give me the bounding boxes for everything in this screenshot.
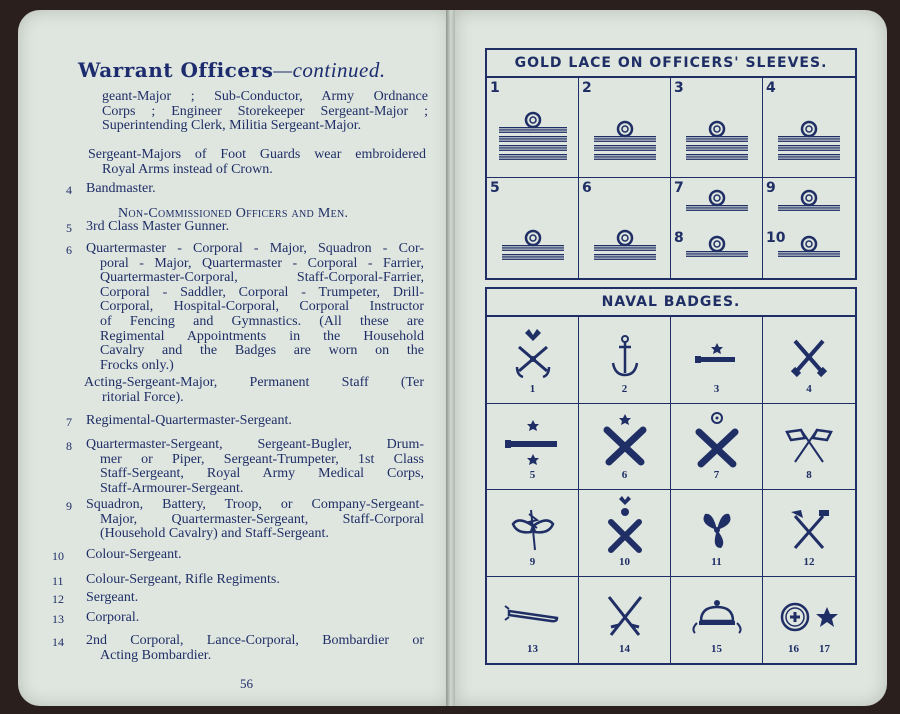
- entry-number: 11: [52, 574, 64, 588]
- badge-number: [579, 469, 670, 481]
- naval-badge-cell: [671, 404, 763, 491]
- gold-lace-stripes-icon: [684, 234, 750, 263]
- badge-number: [671, 556, 762, 568]
- crowned-crossed-torpedoes-icon: [585, 496, 665, 560]
- cell-number: 8: [674, 230, 684, 246]
- entry-text-line: Quartermaster-Sergeant, Sergeant-Bugler, Drum-: [86, 437, 424, 452]
- entry-text-line: 3rd Class Master Gunner.: [86, 219, 230, 234]
- torpedo-icon: [493, 583, 573, 647]
- entry-text-line: of Fencing and Gymnastics. (All these are: [100, 314, 424, 329]
- naval-badge-cell: [579, 577, 671, 664]
- entry-text-line: Major, Quartermaster-Sergeant, Staff-Corporal: [100, 511, 424, 527]
- naval-badge-cell: [671, 317, 763, 404]
- cell-number: 9: [766, 180, 776, 196]
- naval-badge-cell: [763, 404, 855, 491]
- entry-text-line: Corporal - Saddler, Corporal - Trumpeter, Drill-: [100, 284, 424, 300]
- entry-text-line: (Household Cavalry) and Staff-Sergeant.: [100, 526, 329, 542]
- gold-lace-stripes-icon: [776, 119, 842, 166]
- badge-number: [579, 556, 670, 568]
- entry-text-line: Regimental Appointments in the Household: [100, 328, 424, 344]
- badge-number: [487, 469, 578, 481]
- right-page: [455, 10, 887, 706]
- crossed-guns-star-icon: [585, 410, 665, 474]
- badge-number-label: 10: [619, 555, 630, 568]
- cell-number: 1: [490, 80, 500, 96]
- winged-bolt-icon: [493, 496, 573, 560]
- entry-text-line: Cavalry and the Badges are worn on the: [100, 343, 424, 359]
- entry-number: 9: [66, 499, 72, 513]
- badge-number: [671, 383, 762, 395]
- badge-number-label: 7: [713, 469, 720, 481]
- badge-number: [671, 643, 762, 655]
- propeller-icon: [677, 496, 757, 560]
- gold-lace-cell: [579, 178, 671, 278]
- red-cross-and-star-icon: [769, 583, 849, 647]
- entry-number: 8: [66, 439, 72, 453]
- entry-number: 10: [52, 549, 64, 563]
- badge-number-label: 13: [527, 643, 538, 655]
- gold-lace-title: GOLD LACE ON OFFICERS' SLEEVES.: [487, 50, 855, 78]
- gold-lace-stripes-icon: [684, 188, 750, 217]
- cell-number: 10: [766, 230, 786, 246]
- badge-number-label: 1: [529, 382, 536, 395]
- crowned-crossed-anchors-icon: [493, 323, 573, 387]
- badge-number-label: 16: [788, 643, 799, 655]
- gold-lace-cell: [763, 78, 855, 178]
- badge-number-label: 2: [621, 382, 628, 395]
- badge-number: [763, 556, 855, 568]
- entry-number: 7: [66, 415, 72, 429]
- entry-text-line: Quartermaster - Corporal - Major, Squadron - Cor-: [86, 241, 424, 256]
- crossed-swords-icon: [585, 583, 665, 647]
- badge-number: [671, 469, 762, 481]
- entry-text-line: Sergeant-Majors of Foot Guards wear embroidered: [88, 147, 426, 162]
- gold-lace-cell: [763, 178, 855, 278]
- crossed-rifles-icon: [769, 323, 849, 387]
- entry-text-line: mer or Piper, Sergeant-Trumpeter, 1st Class: [100, 451, 424, 467]
- badge-number: [579, 643, 670, 655]
- naval-badge-cell: [579, 490, 671, 577]
- badge-number: [487, 643, 578, 655]
- badge-number-label: 4: [806, 382, 812, 395]
- naval-badge-cell: [579, 317, 671, 404]
- naval-badge-cell: [763, 577, 855, 664]
- gold-lace-stripes-icon: [592, 119, 658, 166]
- entry-number: 12: [52, 592, 64, 606]
- entry-text-line: Superintending Clerk, Militia Sergeant-Major.: [102, 118, 362, 134]
- gold-lace-cell: [579, 78, 671, 178]
- naval-badges-title: NAVAL BADGES.: [487, 289, 855, 317]
- naval-badge-cell: [671, 577, 763, 664]
- badge-number-label: 8: [806, 469, 812, 481]
- entry-text-line: Acting-Sergeant-Major, Permanent Staff (Ter: [84, 375, 424, 390]
- badge-number: [763, 469, 855, 481]
- entry-text-line: Corporal.: [86, 610, 140, 625]
- crossed-guns-wheel-icon: [677, 410, 757, 474]
- entry-text-line: Bandmaster.: [86, 181, 156, 196]
- entry-number: 14: [52, 635, 64, 649]
- badge-number-label: 15: [711, 643, 722, 655]
- entry-text-line: Frocks only.): [100, 357, 174, 373]
- entry-text-line: poral - Major, Quartermaster - Corporal - Farrier,: [100, 255, 424, 271]
- entry-text-line: Staff-Sergeant, Royal Army Medical Corps,: [100, 466, 424, 482]
- naval-badge-cell: [487, 317, 579, 404]
- crossed-axe-hammer-icon: [769, 496, 849, 560]
- naval-badge-cell: [487, 577, 579, 664]
- badge-number-label: 5: [529, 469, 536, 481]
- badge-number: [763, 383, 855, 395]
- gold-lace-stripes-icon: [500, 228, 566, 266]
- naval-badge-cell: [763, 317, 855, 404]
- cell-number: 2: [582, 80, 592, 96]
- gold-lace-stripes-icon: [684, 119, 750, 166]
- naval-badge-cell: [579, 404, 671, 491]
- gold-lace-cell: [487, 178, 579, 278]
- entry-text-line: Corporal, Hospital-Corporal, Corporal Instructor: [100, 299, 424, 315]
- anchor-icon: [585, 323, 665, 387]
- naval-badge-cell: [763, 490, 855, 577]
- gold-lace-stripes-icon: [776, 188, 842, 217]
- entry-text-line: Corps ; Engineer Storekeeper Sergeant-Major ;: [102, 103, 428, 119]
- badge-number-label: 17: [819, 643, 830, 655]
- badge-number: [579, 383, 670, 395]
- badge-number: [487, 383, 578, 395]
- cell-number: 4: [766, 80, 776, 96]
- entry-text-line: Royal Arms instead of Crown.: [102, 161, 273, 177]
- gold-lace-cell: [487, 78, 579, 178]
- entry-text-line: Colour-Sergeant, Rifle Regiments.: [86, 572, 280, 587]
- entry-text-line: Sergeant.: [86, 590, 139, 605]
- page-heading: Warrant Officers—continued.: [78, 58, 386, 82]
- entry-text-line: Colour-Sergeant.: [86, 547, 182, 562]
- page-number: 56: [240, 676, 253, 691]
- entry-number: 6: [66, 243, 72, 257]
- entry-text-line: Non-Commissioned Officers and Men.: [118, 206, 349, 221]
- badge-number-label: 6: [621, 469, 628, 481]
- cell-number: 3: [674, 80, 684, 96]
- gold-lace-table: [485, 48, 857, 280]
- entry-text-line: ritorial Force).: [102, 389, 184, 405]
- badge-number: [487, 556, 578, 568]
- gold-lace-cell: [671, 78, 763, 178]
- entry-text-line: 2nd Corporal, Lance-Corporal, Bombardier or: [86, 633, 424, 648]
- entry-text-line: Regimental-Quartermaster-Sergeant.: [86, 413, 292, 428]
- entry-number: 5: [66, 221, 72, 235]
- badge-number-label: 11: [711, 555, 722, 568]
- entry-text-line: geant-Major ; Sub-Conductor, Army Ordnance: [102, 89, 428, 104]
- gold-lace-stripes-icon: [497, 110, 569, 166]
- gold-lace-stripes-icon: [776, 234, 842, 263]
- badge-number-label: 12: [803, 555, 815, 568]
- badge-number-label: 3: [713, 382, 720, 395]
- badge-number: [763, 643, 855, 655]
- gun-with-stars-icon: [493, 410, 573, 474]
- naval-badge-cell: [487, 404, 579, 491]
- gun-with-star-icon: [677, 323, 757, 387]
- entry-text-line: Quartermaster-Corporal, Staff-Corporal-Farrier,: [100, 270, 424, 286]
- naval-badge-cell: [671, 490, 763, 577]
- naval-badges-grid: [487, 317, 855, 663]
- naval-badges-table: [485, 287, 857, 665]
- entry-text-line: Staff-Armourer-Sergeant.: [100, 480, 244, 496]
- diver-helmet-icon: [677, 583, 757, 647]
- entry-text-line: Acting Bombardier.: [100, 647, 212, 663]
- entry-text-line: Squadron, Battery, Troop, or Company-Sergeant-: [86, 497, 424, 512]
- entry-number: 4: [66, 183, 72, 197]
- cell-number: 6: [582, 180, 592, 196]
- naval-badge-cell: [487, 490, 579, 577]
- badge-number-label: 9: [529, 555, 536, 568]
- gold-lace-grid: [487, 78, 855, 278]
- gold-lace-cell: [671, 178, 763, 278]
- crossed-flags-icon: [769, 410, 849, 474]
- gold-lace-stripes-icon: [592, 228, 658, 266]
- cell-number: 7: [674, 180, 684, 196]
- cell-number: 5: [490, 180, 500, 196]
- entry-number: 13: [52, 612, 64, 626]
- badge-number-label: 14: [619, 643, 630, 655]
- left-page: [18, 10, 450, 706]
